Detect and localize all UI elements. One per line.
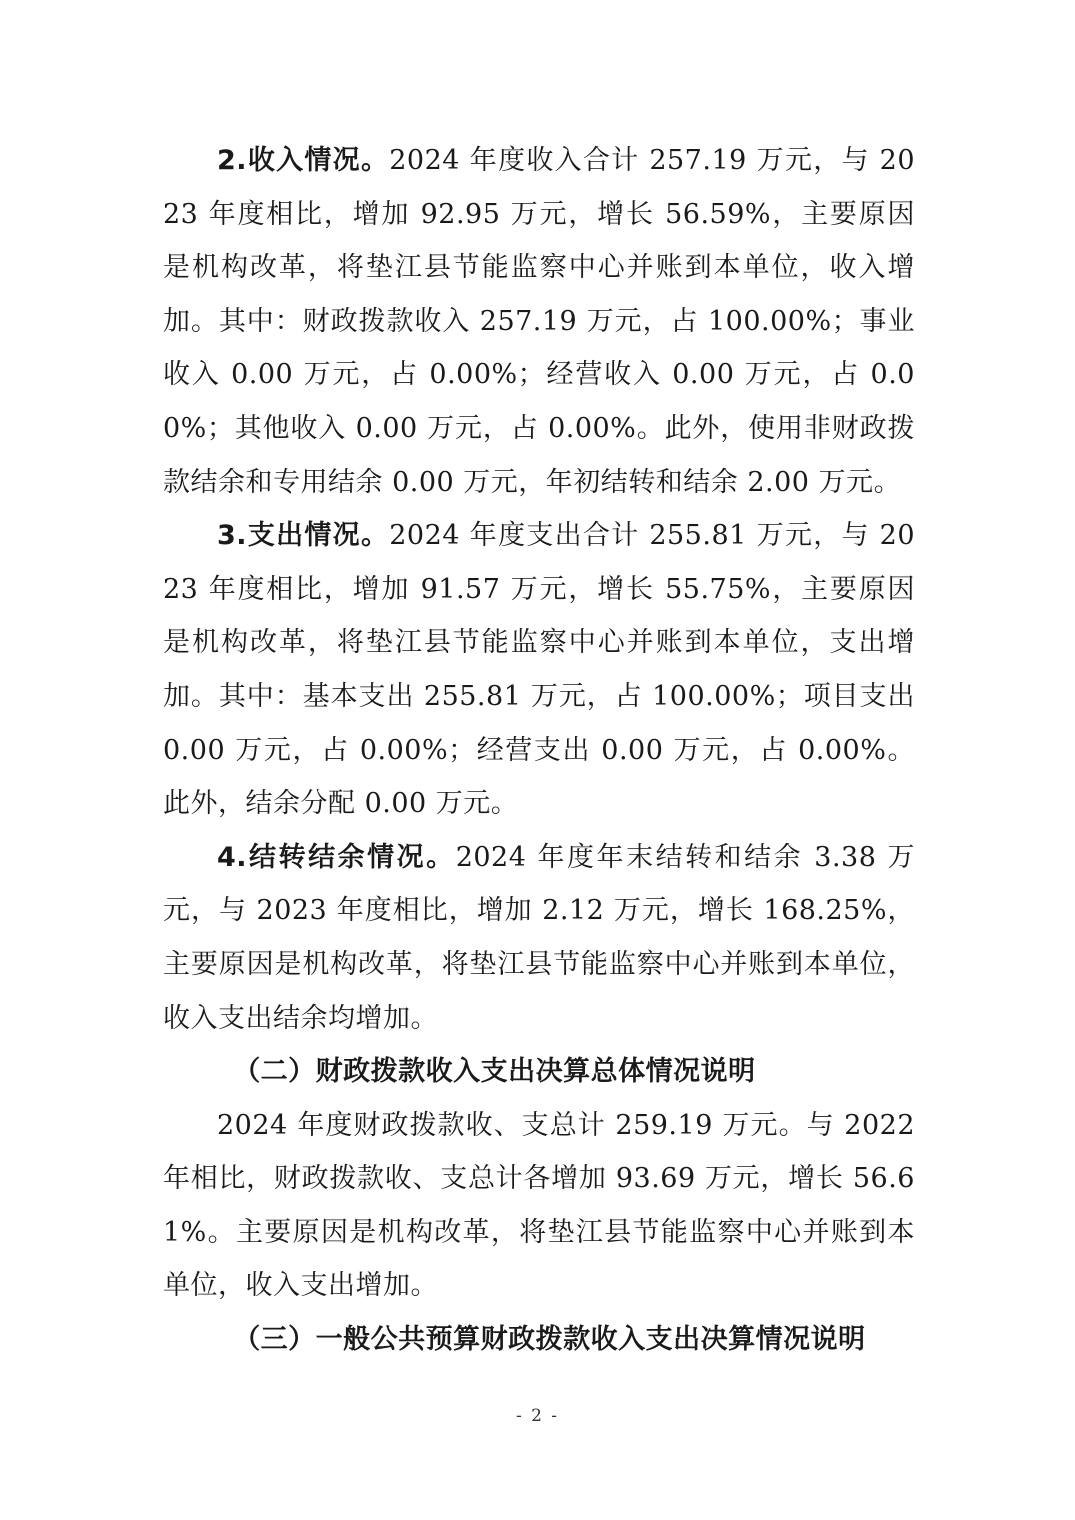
document-body [163,134,915,1367]
page-number: - 2 - [515,1406,560,1426]
carryover-text: 2024 年度年末结转和结余 3.38 万元，与 2023 年度相比，增加 2.12 万元，增长 168.25%，主要原因是机构改革，将垫江县节能监察中心并账到本单位，收入支出结余均增加。 [163,841,916,1034]
expenditure-paragraph [163,509,915,831]
carryover-paragraph [163,831,915,1045]
income-paragraph [163,134,915,509]
income-text: 2024 年度收入合计 257.19 万元，与 2023 年度相比，增加 92.95 万元，增长 56.59%，主要原因是机构改革，将垫江县节能监察中心并账到本单位，收入增加。其中：财政拨款收入 257.19 万元，占 100.00%；事业收入 0.00 万元，占 0.00%；经营收入 0.00 万元，占 0.00%；其他收入 0.00 万元，占 0.00%。此外，使用非财政拨款结余和专用结余 0.00 万元，年初结转和结余 2.00 万元。 [163,145,915,498]
fiscal-overall-text: 2024 年度财政拨款收、支总计 259.19 万元。与 2022 年相比，财政拨款收、支总计各增加 93.69 万元，增长 56.61%。主要原因是机构改革，将垫江县节能监察中心并账到本单位，收入支出增加。 [163,1109,915,1302]
expenditure-lead: 3.支出情况。 [217,520,390,552]
fiscal-overall-paragraph [163,1099,915,1313]
carryover-lead: 4.结转结余情况。 [217,841,456,873]
income-lead: 2.收入情况。 [217,145,390,176]
section-heading-fiscal-overall: （二）财政拨款收入支出决算总体情况说明 [233,1056,756,1088]
section-heading-general-budget: （三）一般公共预算财政拨款收入支出决算情况说明 [233,1324,866,1356]
expenditure-text: 2024 年度支出合计 255.81 万元，与 2023 年度相比，增加 91.57 万元，增长 55.75%，主要原因是机构改革，将垫江县节能监察中心并账到本单位，支出增加。其中：基本支出 255.81 万元，占 100.00%；项目支出 0.00 万元，占 0.00%；经营支出 0.00 万元，占 0.00%。此外，结余分配 0.00 万元。 [163,520,915,820]
